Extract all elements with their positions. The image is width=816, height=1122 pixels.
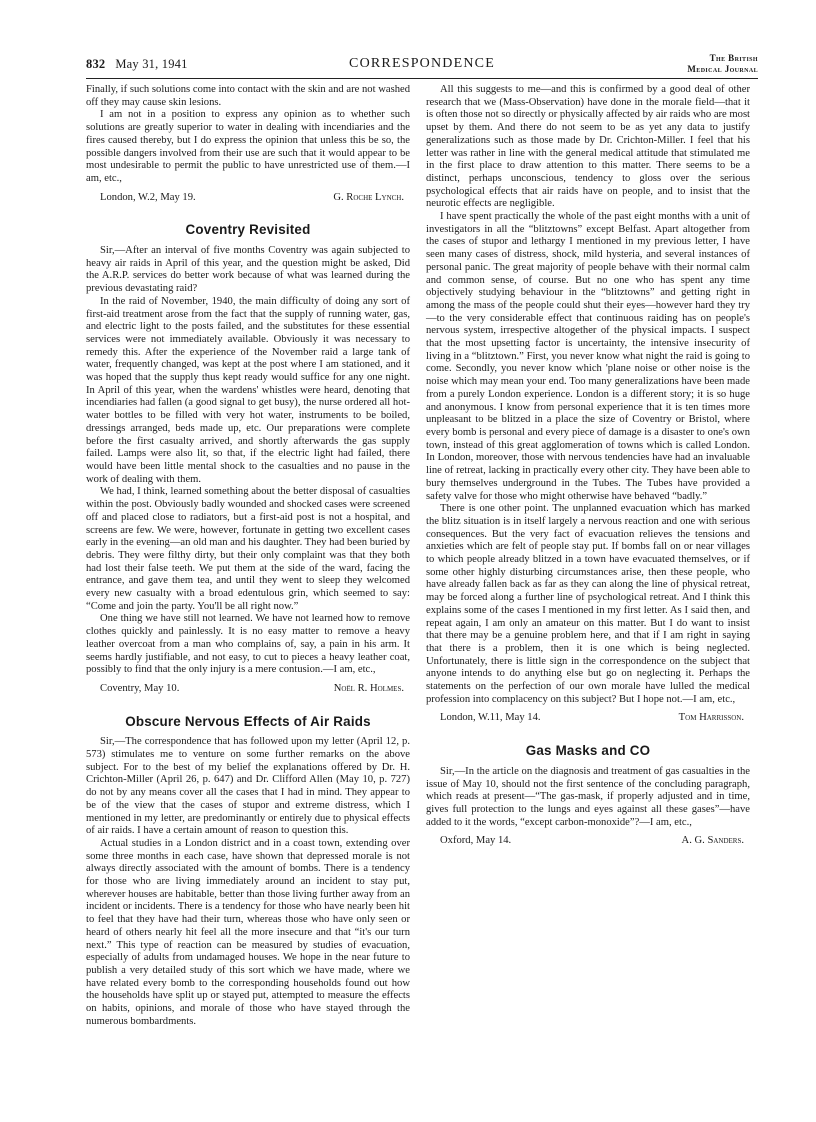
journal-name [687,53,758,74]
section-title: CORRESPONDENCE [349,56,495,71]
obscure-paragraph-2: Actual studies in a London district and in a coast town, extending over some three months in each case, have shown that depressed morale is not always directly associated with the amount of bombs. There is a tendency for those who are living immediately around an incident to stay put, wherever houses are habitable, better than those living further away from an incident or incidents. There is a tendency for those who have nearly been hit to feel that they have had their turn, whereas those who have only seen or heard of others nearly hit feel all the more insecure and that “it's our turn next.” This type of reaction can be measured by studies of evacuation, especially of adults from undamaged houses. We hope in the near future to publish a very detailed study of this sort which we have made, where we have related every bomb to the corresponding households found out how the households have split up or stayed put, attempted to measure the effects on habits, opinions, and morale of those who have stayed through the numerous bombardments. [86,837,410,1027]
gasmasks-place-date: Oxford, May 14. [440,835,512,847]
lynch-place-date: London, W.2, May 19. [100,191,196,203]
gasmasks-signature [426,835,750,848]
lynch-paragraph-1: Finally, if such solutions come into contact with the skin and are not washed off they may cause skin lesions. [86,84,410,108]
coventry-paragraph-2: In the raid of November, 1940, the main difficulty of doing any sort of first-aid treatment arose from the fact that the supply of running water, gas, and electric light to the posts failed, and the substitutes for these essential services were not immediately available. Obviously it was necessary to remedy this. After the experience of the November raid a large tank of water, frequently changed, was kept at the post where I am stationed, and it was hoped that the supply thus kept ready would suffice for any one night. In April of this year, when the wardens' whistles were heard, denoting that incendiaries had fallen (a good signal to get busy), the nurse ordered all hot-water bottles to be filled with very hot water, instruments to be boiled, dressings arranged, beds made up, etc. Our preparations were complete before the first casualty arrived, and shortly afterwards the gas supply failed. Lamps were also lit, so that, if the electric light had failed, there would have been little mental shock to the casualties and no pause in the work of dealing with them. [86,295,410,485]
lynch-paragraph-2: I am not in a position to express any opinion as to whether such solutions are greatly superior to water in dealing with incendiaries and the fires caused thereby, but I do express the opinion that unless this be so, the possible dangers involved from their use are such that it would appear to be most undesirable to permit the public to have unrestricted use of them.—I am, etc., [86,109,410,184]
page-header [86,52,758,79]
coventry-paragraph-1: Sir,—After an interval of five months Coventry was again subjected to heavy air raids in April of this year, and the question might be asked, Did the A.R.P. services do better work because of what was learned during the previous devastating raid? [86,245,410,295]
obscure-paragraph-4: I have spent practically the whole of the past eight months with a unit of investigators in all the “blitztowns” except Belfast. Apart altogether from the cases of stupor and lethargy I mentioned in my previous letter, I have seen many cases of distress, shock, mild hysteria, and several instances of personal panic. The great majority of people behave with their normal calm and common sense, of course. But no one who has spent any time objectively studying behaviour in the “blitztowns” and getting right in among the mass of the people could shut their eyes—however hard they try—to the very considerable effect that continuous raiding has on people's nervous system, irrespective altogether of the physical impacts. I suspect that the most upsetting factor is uncertainty, the intensive insecurity of living in a “blitztown.” First, you never know what night the raid is going to come. Secondly, you never know which 'plane noise or other noise is the noise which may mean your end. Too many generalizations have been made from a purely London experience. London is a different story; it is so huge and anonymous. I know from personal experience that it is ten times more unpleasant to be blitzed in a place the size of Coventry or Bristol, where every bomb is personal and every piece of damage is a disaster to one's own town, instead of this great agglomeration of towns which is called London. In London, moreover, those with nervous tendencies have had an invaluable line of retreat, lacking in practically every other city. They have been able to bury themselves underground in the Tubes. The Tubes have provided a safety valve for those who might otherwise have behaved “badly.” [426,211,750,502]
gasmasks-author: A. G. Sanders. [681,835,744,847]
right-column [426,84,750,848]
obscure-paragraph-1: Sir,—The correspondence that has followed upon my letter (April 12, p. 573) stimulates me to venture on some further remarks on the above subject. For to the best of my belief the explanations offered by Dr. H. Crichton-Miller (April 26, p. 647) and Dr. Clifford Allen (May 10, p. 727) do not by any means cover all the cases that I had in mind. They appear to be of the view that the cases of stupor and extreme distress, which I mentioned in my letter, are predominantly or entirely due to physical effects of air raids. I have a certain amount of reason to question this. [86,736,410,837]
lynch-author: G. Roche Lynch. [333,191,404,203]
coventry-paragraph-4: One thing we have still not learned. We have not learned how to remove clothes quickly and painlessly. It is no easy matter to remove a heavy leather overcoat from a man who complains of, say, a pain in his arm. It seems hardly justifiable, and not easy, to cut to pieces a heavy leather coat, possibly to find that the only injury is a mere contusion.—I am, etc., [86,613,410,676]
obscure-title: Obscure Nervous Effects of Air Raids [125,713,371,729]
obscure-paragraph-5: There is one other point. The unplanned evacuation which has marked the blitz situation is in itself largely a nervous reaction and one with serious consequences. But the very fact of evacuation relieves the tensions and anxieties which are felt of people stay put. If bombs fall on or near villages to which people already blitzed in a town have evacuated themselves, or if some other highly disturbing circumstances arise, then these people, who have already fallen back as far as they can along the line of physical retreat, may be forced along a further line of psychological retreat. And I think this explains some of the cases I mentioned in my first letter. As I said then, and repeat again, I am only an amateur on this matter. But I do want to insist that there may be a genuine problem here, and that if I am right in saying that there is a problem, then it is one which is being neglected. Unfortunately, there is little sign in the correspondence on the subject that anyone intends to do anything else but go on neglecting it. Perhaps the statements on the perfection of our own morale have lulled the medical profession into complacency on this subject? But I hope not.—I am, etc., [426,503,750,705]
coventry-paragraph-3: We had, I think, learned something about the better disposal of casualties within the post. Obviously badly wounded and shocked cases were screened off and placed close to radiators, but a first-aid post is not a hospital, and screens are few. We were, however, fortunate in getting two excellent cases early in the evening—an old man and his daughter. They had been buried by debris. They were filthy dirty, but their only complaint was that they both had lost their false teeth. We put them at the side of the ward, facing the entrance, and gave them tea, and until they went to sleep they welcomed every new casualty with a broad edentulous grin, which seemed to say: “Come and join the party. You'll be all right now.” [86,486,410,612]
left-column [86,84,410,1029]
gasmasks-paragraph-1: Sir,—In the article on the diagnosis and treatment of gas casualties in the issue of May 10, should not the first sentence of the concluding paragraph, which reads at present—“The gas-mask, if properly adjusted and in time, gives full protection to the lungs and eyes against all these gases”—have added to it the words, “except carbon-monoxide”?—I am, etc., [426,765,750,828]
obscure-place-date: London, W.11, May 14. [440,712,541,724]
page-number: 832 [86,57,106,71]
journal-name-line2: Medical Journal [687,63,758,74]
gasmasks-title: Gas Masks and CO [525,743,651,759]
journal-name-line1: The British [709,53,758,63]
coventry-place-date: Coventry, May 10. [100,682,180,694]
issue-date: May 31, 1941 [115,57,188,71]
coventry-title: Coventry Revisited [185,222,311,238]
obscure-author: Tom Harrisson. [678,712,744,724]
coventry-signature [86,683,410,696]
obscure-signature [426,712,750,725]
obscure-paragraph-3: All this suggests to me—and this is confirmed by a good deal of other research that we (Mass-Observation) have done in the morale field—that it is often those not so directly or physically affected by air raids who are most upset by them. And there do not seem to be as yet any data to justify generalizations such as those made by Dr. Crichton-Miller. I feel that his letter was rather in line with the general medical attitude that stimulated me in the first place to draw attention to this matter. There seems to be a distinct, perhaps unconscious, tendency to gloss over the serious psychological effects that air raids have on people, and to insist that the neurotic effects are negligible. [426,84,751,210]
lynch-signature [86,192,410,205]
coventry-author: Noël R. Holmes. [333,682,404,694]
